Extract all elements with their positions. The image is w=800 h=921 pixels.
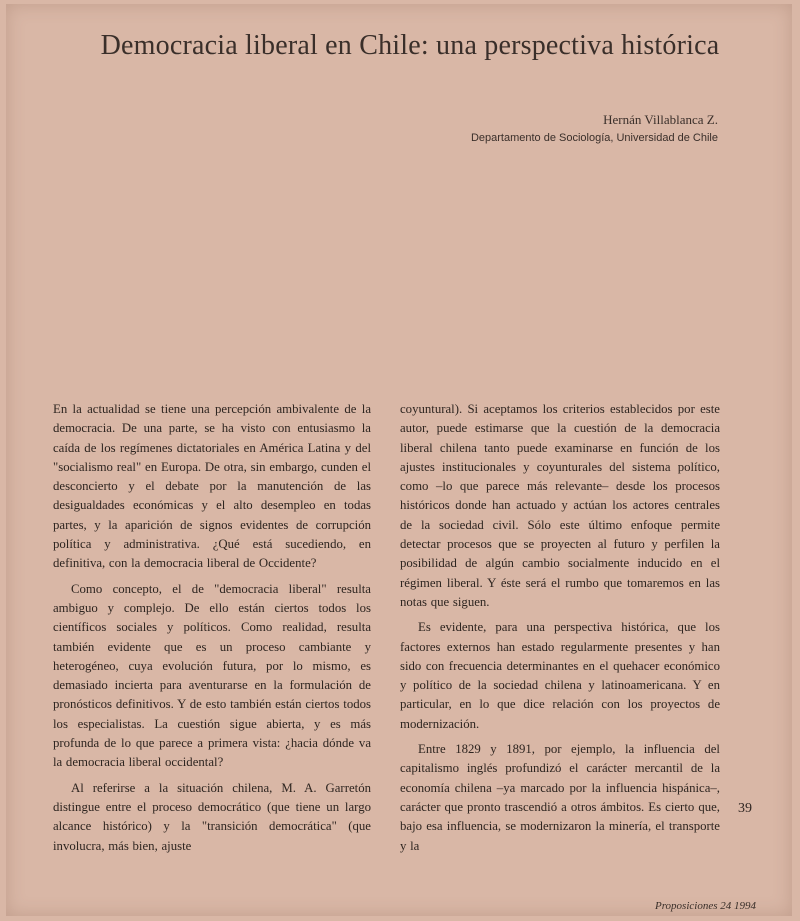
paragraph: Es evidente, para una perspectiva histórica, que los factores externos han estado regularmente presentes y han sido con frecuencia determinantes en el quehacer económico y político de la sociedad chilena y latinoamericana. Y en particular, en lo que dice relación con los proyectos de modernización. (400, 620, 720, 731)
author-name: Hernán Villablanca Z. (603, 112, 718, 127)
paragraph: En la actualidad se tiene una percepción ambivalente de la democracia. De una parte, se ha visto con entusiasmo la caída de los regímenes dictatoriales en América Latina y del "socialismo real" en Europa. De otra, sin embargo, cunden el desconcierto y el debate por la manutención de las desigualdades económicas y el alto desempleo en todas partes, y la aparición de signos evidentes de corrupción política y administrativa. ¿Qué está sucediendo, en definitiva, con la democracia liberal de Occidente? (53, 402, 371, 571)
article-title: Democracia liberal en Chile: una perspectiva histórica (100, 30, 720, 61)
left-column (53, 400, 371, 862)
paragraph: Como concepto, el de "democracia liberal" resulta ambiguo y complejo. De ello están ciertos todos los científicos sociales y políticos. Como realidad, resulta también evidente que es un proceso cambiante y heterogéneo, cuya evolución futura, por lo mismo, es demasiado incierta para aventurarse en la formulación de pronósticos definitivos. Y de esto también están ciertos todos los especialistas. La cuestión sigue abierta, y es más profunda de lo que parece a primera vista: ¿hacia dónde va la democracia liberal occidental? (53, 581, 371, 770)
paragraph: coyuntural). Si aceptamos los criterios establecidos por este autor, puede estimarse que la cuestión de la democracia liberal chilena tanto puede examinarse en función de los ajustes institucionales y coyunturales del sistema político, como –lo que parece más relevante– desde los procesos históricos donde han actuado y actúan los actores centrales de la sociedad civil. Sólo este último enfoque permite detectar procesos que se proyecten al futuro y perfilen la posibilidad de algún cambio socialmente inducido en el régimen liberal. Y éste será el rumbo que tomaremos en las notas que siguen. (400, 402, 720, 609)
journal-footer: Proposiciones 24 1994 (654, 900, 756, 912)
right-column (400, 400, 720, 862)
paragraph: Al referirse a la situación chilena, M. A. Garretón distingue entre el proceso democrático (que tiene un largo alcance histórico) y la "transición democrática" (que involucra, más bien, ajuste (53, 780, 371, 853)
author-affiliation: Departamento de Sociología, Universidad de Chile (470, 132, 718, 144)
paragraph: Entre 1829 y 1891, por ejemplo, la influencia del capitalismo inglés profundizó el carácter mercantil de la economía chilena –ya marcado por la influencia hispánica–, carácter que pronto trascendió a otros ámbitos. Es cierto que, bajo esa influencia, se modernizaron la minería, el transporte y la (400, 742, 720, 853)
page-number: 39 (738, 801, 752, 816)
